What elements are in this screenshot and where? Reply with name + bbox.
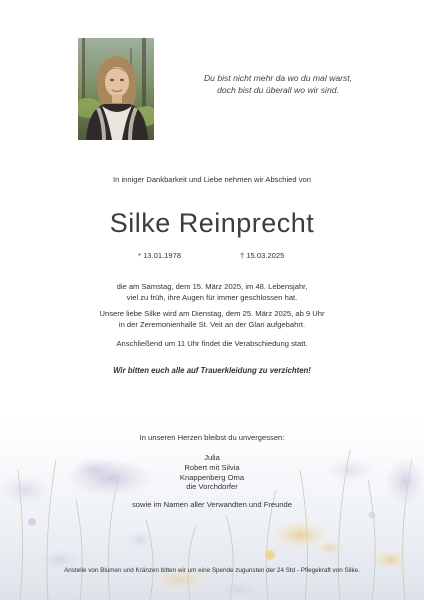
mourner-name: Julia (204, 453, 220, 462)
viewing-paragraph (0, 309, 424, 330)
mourner-name: Robert mit Silvia (184, 462, 240, 472)
deceased-name: Silke Reinprecht (109, 208, 315, 238)
life-dates (0, 251, 424, 263)
quote-line: Du bist nicht mehr da wo du mal warst, (203, 73, 353, 83)
intro-text: In inniger Dankbarkeit und Liebe nehmen wir Abschied von (113, 175, 311, 184)
mourners-list (0, 453, 424, 492)
portrait-photo (78, 38, 154, 140)
death-paragraph (0, 282, 424, 303)
birth-date: * 13.01.1978 (138, 251, 182, 260)
quote-line: doch bist du überall wo wir sind. (217, 85, 339, 95)
paragraph-line: in der Zeremonienhalle St. Veit an der Glan aufgebahrt. (118, 319, 306, 329)
paragraph-line: viel zu früh, ihre Augen für immer geschlossen hat. (126, 292, 298, 302)
dress-code-note: Wir bitten euch alle auf Trauerkleidung zu verzichten! (113, 366, 311, 375)
donation-footer: Anstelle von Blumen und Kränzen bitten wir um eine Spende zugunsten der 24 Std - Pflegekraft von Silke. (64, 567, 360, 574)
paragraph-line: die am Samstag, dem 15. März 2025, im 48. Lebensjahr, (116, 282, 308, 291)
memorial-quote (188, 72, 368, 96)
remembrance-line: In unseren Herzen bleibst du unvergessen: (139, 433, 285, 442)
mourner-name: Knappenberg Oma (179, 472, 245, 482)
relatives-line: sowie im Namen aller Verwandten und Freunde (132, 500, 292, 509)
death-date: † 15.03.2025 (240, 251, 285, 260)
paragraph-line: Unsere liebe Silke wird am Dienstag, dem 25. März 2025, ab 9 Uhr (99, 309, 325, 318)
mourner-name: die Vorchdorfer (186, 482, 238, 492)
farewell-paragraph: Anschließend um 11 Uhr findet die Verabschiedung statt. (116, 339, 308, 348)
